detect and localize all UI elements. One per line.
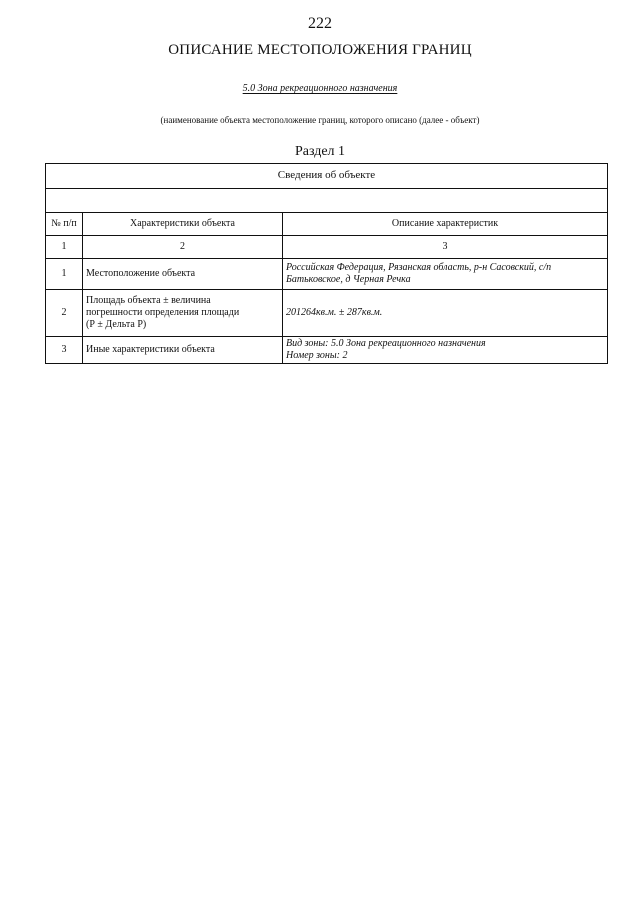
characteristic-line: Площадь объекта ± величина <box>86 295 211 306</box>
object-name <box>0 83 640 94</box>
column-header-number: № п/п <box>46 213 83 236</box>
row-number: 1 <box>46 259 83 290</box>
table-blank-row <box>46 189 608 213</box>
page-number: 222 <box>308 15 332 32</box>
column-header-characteristic: Характеристики объекта <box>83 213 283 236</box>
object-info-table <box>45 163 608 364</box>
characteristic-line: Иные характеристики объекта <box>86 344 215 355</box>
column-number-3: 3 <box>283 236 608 259</box>
column-header-description: Описание характеристик <box>283 213 608 236</box>
row-characteristic <box>83 337 283 364</box>
description-line: Вид зоны: 5.0 Зона рекреационного назначения <box>286 338 486 349</box>
table-row <box>46 259 608 290</box>
object-name-caption: (наименование объекта местоположение границ, которого описано (далее - объект) <box>160 115 480 125</box>
document-title: ОПИСАНИЕ МЕСТОПОЛОЖЕНИЯ ГРАНИЦ <box>168 42 472 58</box>
table-row <box>46 290 608 337</box>
row-characteristic <box>83 290 283 337</box>
description-line: Номер зоны: 2 <box>286 350 348 361</box>
row-description <box>283 290 608 337</box>
table-header: Сведения об объекте <box>46 164 608 189</box>
description-line: Российская Федерация, Рязанская область, р-н Сасовский, с/п <box>286 262 552 273</box>
table-row <box>46 337 608 364</box>
description-line: 201264кв.м. ± 287кв.м. <box>286 307 383 318</box>
row-characteristic <box>83 259 283 290</box>
table-blank-cell <box>46 189 608 213</box>
row-number: 3 <box>46 337 83 364</box>
column-number-2: 2 <box>83 236 283 259</box>
object-name-text: 5.0 Зона рекреационного назначения <box>242 83 398 94</box>
row-description <box>283 259 608 290</box>
characteristic-line: погрешности определения площади <box>86 307 240 318</box>
column-number-1: 1 <box>46 236 83 259</box>
description-line: Батьковское, д Черная Речка <box>286 274 411 285</box>
section-title: Раздел 1 <box>294 144 346 159</box>
column-number-row <box>46 236 608 259</box>
table-header-row <box>46 164 608 189</box>
row-description <box>283 337 608 364</box>
characteristic-line: (Р ± Дельта Р) <box>86 319 147 330</box>
characteristic-line: Местоположение объекта <box>86 268 196 279</box>
column-header-row <box>46 213 608 236</box>
row-number: 2 <box>46 290 83 337</box>
